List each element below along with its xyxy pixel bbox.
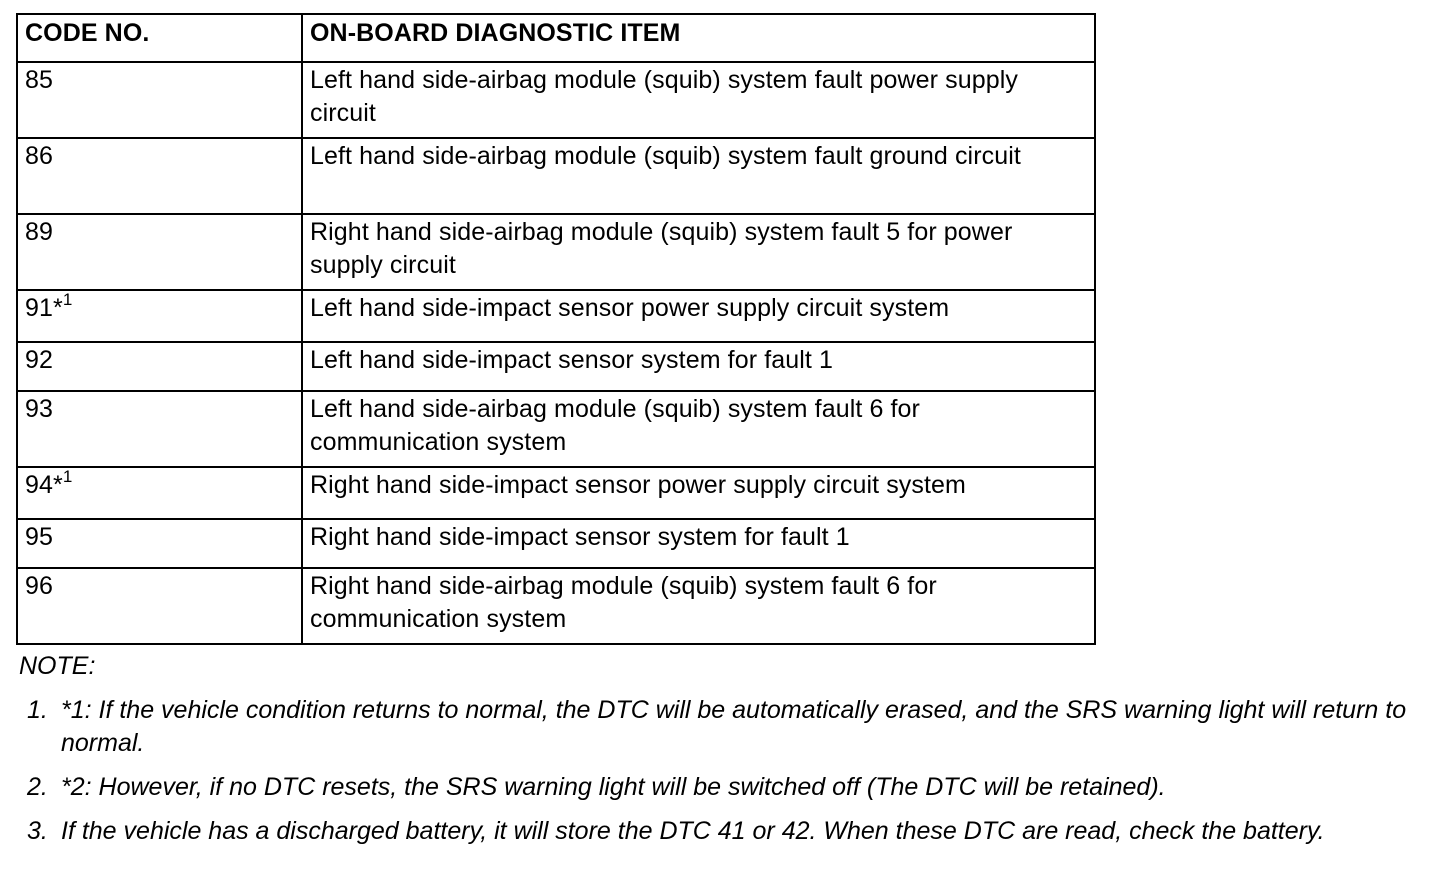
table-row: [17, 467, 1095, 519]
table-row: [17, 62, 1095, 138]
note-list: [0, 694, 1420, 859]
diagnostic-item-cell: Right hand side-impact sensor system for fault 1: [302, 519, 1095, 568]
code-cell: [17, 467, 302, 519]
diagnostic-item-cell: Right hand side-impact sensor power supply circuit system: [302, 467, 1095, 519]
table-row: [17, 138, 1095, 214]
code-number: 91*: [25, 294, 63, 322]
diagnostic-item-cell: Right hand side-airbag module (squib) system fault 5 for power supply circuit: [302, 214, 1095, 290]
footnote-marker: 1: [62, 467, 73, 486]
code-number: 93: [25, 395, 54, 423]
note-text: *2: However, if no DTC resets, the SRS warning light will be switched off (The DTC will be retained).: [61, 773, 1166, 801]
code-number: 92: [25, 346, 54, 374]
code-number: 95: [25, 523, 54, 551]
diagnostic-item-cell: Left hand side-airbag module (squib) system fault 6 for communication system: [302, 391, 1095, 467]
code-number: 86: [25, 142, 54, 170]
code-cell: [17, 342, 302, 391]
code-cell: [17, 214, 302, 290]
note-number: 1.: [27, 696, 48, 724]
diagnostic-item-cell: Left hand side-airbag module (squib) system fault power supply circuit: [302, 62, 1095, 138]
table-row: [17, 214, 1095, 290]
note-text: *1: If the vehicle condition returns to normal, the DTC will be automatically erased, and the SRS warning light will return to normal.: [61, 696, 1407, 757]
note-text: If the vehicle has a discharged battery, it will store the DTC 41 or 42. When these DTC are read, check the battery.: [61, 817, 1325, 845]
code-cell: [17, 568, 302, 644]
note-item: [0, 694, 1420, 760]
header-code-no: CODE NO.: [17, 14, 302, 62]
table-row: [17, 342, 1095, 391]
dtc-table: [16, 13, 1096, 645]
diagnostic-item-cell: Left hand side-airbag module (squib) system fault ground circuit: [302, 138, 1095, 214]
code-number: 96: [25, 572, 54, 600]
table-row: [17, 519, 1095, 568]
code-cell: [17, 62, 302, 138]
note-item: [0, 815, 1420, 848]
diagnostic-item-cell: Left hand side-impact sensor power supply circuit system: [302, 290, 1095, 342]
table-row: [17, 391, 1095, 467]
table-row: [17, 568, 1095, 644]
code-cell: [17, 138, 302, 214]
code-cell: [17, 519, 302, 568]
note-number: 3.: [27, 817, 48, 845]
footnote-marker: 1: [62, 290, 73, 309]
code-number: 85: [25, 66, 54, 94]
note-item: [0, 771, 1420, 804]
code-cell: [17, 391, 302, 467]
table-header-row: [17, 14, 1095, 62]
note-number: 2.: [27, 773, 48, 801]
diagnostic-item-cell: Left hand side-impact sensor system for fault 1: [302, 342, 1095, 391]
code-cell: [17, 290, 302, 342]
header-diagnostic-item: ON-BOARD DIAGNOSTIC ITEM: [302, 14, 1095, 62]
code-number: 94*: [25, 471, 63, 499]
diagnostic-item-cell: Right hand side-airbag module (squib) system fault 6 for communication system: [302, 568, 1095, 644]
table-row: [17, 290, 1095, 342]
code-number: 89: [25, 218, 54, 246]
note-title: NOTE:: [19, 652, 96, 680]
